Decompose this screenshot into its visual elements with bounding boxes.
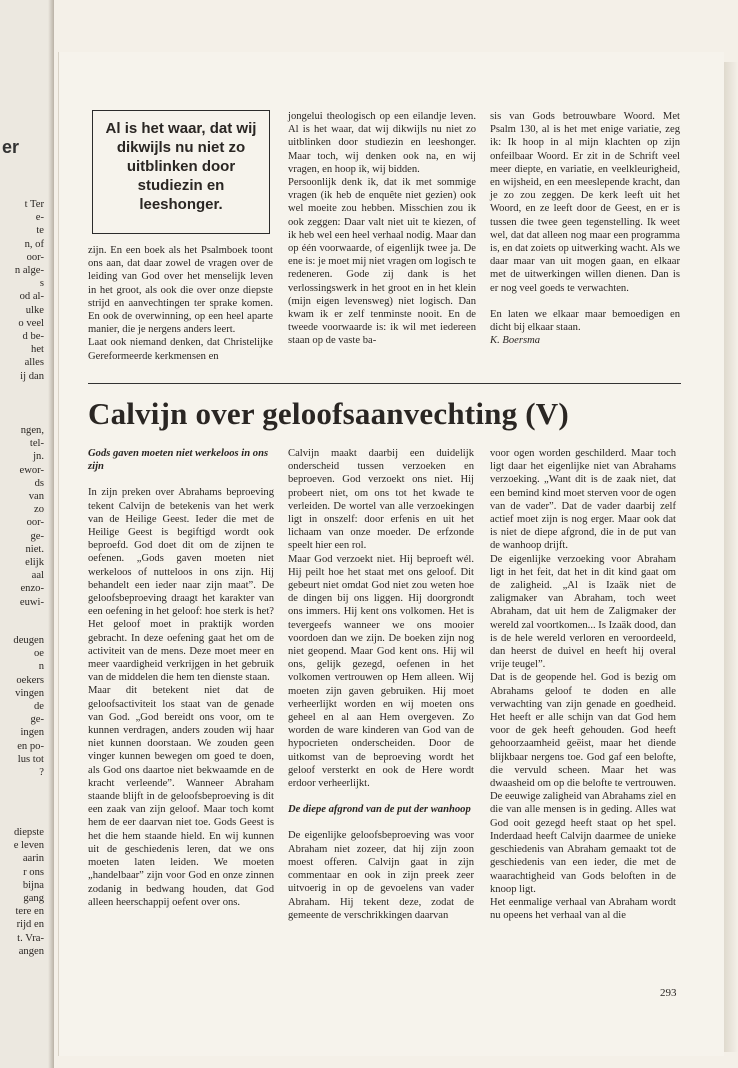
previous-page-line-fragment: van — [28, 491, 44, 502]
previous-page-line-fragment: aarin — [22, 853, 44, 865]
article-paragraph: voor ogen worden geschilderd. Maar toch ligt daar het eigenlijke niet van Abrahams verzoeking. „Want dit is de zaak niet, dat een bemind kind moet sterven voor de ogen van de vader”. Dat de vader daarbij zelf actief moet zijn is nog erger. Maar ook dat is niet de diepe afgrond, die in de put van de wanhoop drijft. — [490, 448, 676, 552]
page-number: 293 — [660, 987, 677, 999]
article-subhead: Gods gaven moeten niet werkeloos in ons zijn — [88, 448, 269, 473]
previous-page-line-fragment: ngen, — [20, 425, 44, 436]
previous-page-line-fragment: t Ter — [24, 199, 44, 210]
intro-paragraph: jongelui theologisch op een eilandje leven. Al is het waar, dat wij dikwijls nu niet zo uitblinken door studiezin en leeshonger. Maar toch, wij denken ook na, en wij vragen, en hoop ik, wij bidden. — [288, 111, 476, 175]
previous-page-line-fragment: het — [31, 344, 44, 356]
previous-page-line-fragment: o veel — [18, 317, 44, 329]
intro-column-2 — [288, 110, 476, 348]
previous-page-line-fragment: zo — [34, 504, 44, 516]
previous-page-line-fragment: e- — [35, 212, 44, 224]
previous-page-line-fragment: tere en — [15, 906, 44, 918]
previous-page-line-fragment: euwi- — [19, 596, 44, 608]
previous-page-line-fragment: te — [36, 225, 44, 237]
page-gutter-shadow — [48, 0, 54, 1068]
section-divider — [88, 383, 681, 384]
article-paragraph: Het eenmalige verhaal van Abraham wordt nu opeens het verhaal van al die — [490, 896, 676, 922]
previous-page-line-fragment: diepste — [13, 827, 44, 838]
previous-page-line-fragment: od al- — [19, 291, 44, 303]
article-paragraph: De eigenlijke verzoeking voor Abraham ligt in het feit, dat het in dit kind gaat om de zaligheid. „Al is Izaäk niet de zaligmaker van Abraham, toch weet Abraham, dat uit hem de Zaligmaker der wereld zal voortkomen... Is Izaäk dood, dan is de hele wereld verloren en veroordeeld, dan heerst de duivel en heeft hij overal vrije teugel”. — [490, 553, 676, 671]
previous-page-line-fragment: deugen — [13, 635, 44, 646]
previous-page-line-fragment: oe — [34, 648, 44, 660]
previous-page-line-fragment: niet. — [25, 543, 44, 555]
author-signature: K. Boersma — [490, 335, 541, 347]
previous-page-line-fragment: oor- — [26, 251, 44, 263]
previous-page-line-fragment: enzo- — [20, 583, 44, 595]
previous-page-line-fragment: ingen — [20, 727, 44, 739]
intro-paragraph: Laat ook niemand denken, dat Christelijke Gereformeerde kerkmensen en — [88, 337, 273, 362]
intro-paragraph: zijn. En een boek als het Psalmboek toont ons aan, dat daar zowel de vragen over de leiding van God over het menselijk leven in het groot, als ook die over onze diepste strijd en aanvechtingen ter sprake komen. En ook de overwinning, op een heel aparte manier, die je nergens anders leert. — [88, 245, 273, 336]
article-column-1 — [88, 447, 274, 909]
previous-page-heading-fragment: er — [2, 137, 20, 157]
previous-page-line-fragment: jn. — [33, 451, 44, 463]
previous-page-line-fragment: gang — [23, 893, 44, 904]
previous-page-line-fragment: lus tot — [17, 753, 44, 765]
previous-page-line-fragment: vingen — [15, 687, 44, 699]
article-paragraph: Maar God verzoekt niet. Hij beproeft wél. Hij peilt hoe het staat met ons geloof. Dit gebeurt niet omdat God niet zou weten hoe de dingen bij ons liggen. Hij doorgrondt ons immers. Hij kent ons volkomen. Het is tevergeefs wanneer we ons mooier voordoen dan we zijn. De boeken zijn nog niet geopend. Maar God kent ons. Hij wil ons, gelijk gezegd, oefenen in het volkomen vertrouwen op Hem alleen. Wij moeten zijn gaven gebruiken. Hij moet verheerlijkt worden en wij moeten ons geheel en al aan Hem overgeven. Zo worden de ware kinderen van God van de hypocrieten onderscheiden. Door de uitkomst van de beproeving wordt het geloof versterkt en ook de Here wordt erdoor verheerlijkt. — [288, 553, 474, 790]
previous-page-line-fragment: oor- — [26, 517, 44, 529]
previous-page-line-fragment: alles — [24, 357, 44, 369]
previous-page-line-fragment: e leven — [13, 840, 44, 852]
intro-paragraph: En laten we elkaar maar bemoedigen en dicht bij elkaar staan. — [490, 308, 680, 334]
article-paragraph: In zijn preken over Abrahams beproeving tekent Calvijn de betekenis van het werk van de Heilige Geest. Ieder die met de Heilige Geest is begiftigd wordt ook beproefd. God doet dit om de zijnen te oefenen. „Gods gaven moeten niet werkeloos of nutteloos in ons zijn. Hij behandelt een ieder naar zijn maat”. De geloofsbeproeving draagt het karakter van een oefening in het geloof: hoe sterk is het? Het geloof moet in praktijk worden gebracht. In deze oefening gaat het om de activiteit van de mens. Deze moet meer en meer vaardigheid verkrijgen in het gebruik van de middelen die hem ten dienste staan. — [88, 487, 274, 684]
previous-page-line-fragment: angen — [18, 945, 44, 957]
article-paragraph: De eigenlijke geloofsbeproeving was voor Abraham niet zozeer, dat hij zijn zoon moest offeren. Calvijn gaat in zijn commentaar en ook in zijn preek zeer uitvoerig in op de gevoelens van vader Abraham. Hij tekent deze, zodat de gemeente de verschrikkingen daarvan — [288, 830, 474, 921]
intro-paragraph: sis van Gods betrouwbare Woord. Met Psalm 130, al is het met enige variatie, zeg ik: Ik hoop in al mijn klachten op zijn onfeilbaar Woord. Er zit in de Schrift veel meer diepte, en variatie, en veelkleurigheid, en wijsheid, en een meeslepende kracht, dan je zo zou zeggen. De kerk leeft uit het Woord, en ze leeft door de Geest, en er is tussen die twee geen tegenstelling. Ik weet wel, dat dat alleen nog maar een programma is, en dat zoiets op uitwerking wacht. Als we daar maar van uit mogen gaan, en elkaar met de uitwerkingen willen dienen. Dan is er nog veel goeds te verwachten. — [490, 111, 680, 294]
previous-page-line-fragment: r ons — [23, 866, 44, 878]
article-paragraph: Maar dit betekent niet dat de geloofsactiviteit los staat van de genade van God. „God bereidt ons voor, om te kunnen verdragen, anders zouden wij haar niet kunnen doorstaan. We zouden geen vinger kunnen bewegen om goed te doen, als God ons daartoe niet bekwaamde en de kracht verleende”. Wanneer Abraham staande blijft in de geloofsbeproeving is dit een zaak van zijn geloof. Maar toch komt hem de eer daarvan niet toe. Gods Geest is het die hem staande hield. En wij kunnen uit de geschiedenis leren, dat we ons moeten laten leiden. We moeten „handelbaar” zijn voor God en onze zinnen zodanig in bedwang houden, dat God alleen heerschappij oefent over ons. — [88, 685, 274, 908]
article-paragraph: Dat is de geopende hel. God is bezig om Abrahams geloof te doden en alle verwachting van zijn genade en goedheid. Het heeft er alle schijn van dat God hem voor de gek heeft gehouden. God heeft gehoorzaamheid geëist, maar het diende blijkbaar nergens toe. God gaf een belofte, die vervuld scheen. Maar het was dwaasheid om op die belofte te vertrouwen. De eeuwige zaligheid van Abrahams ziel en die van alle mensen is in geding. Alles wat God ooit gezegd heeft staat op het spel. Inderdaad heeft Calvijn daarmee de unieke geschiedenis van Abraham gemaakt tot de geschiedenis van een ieder, die met de waarachtigheid van Gods beloften in de knoop ligt. — [490, 672, 676, 895]
previous-page-line-fragment: de — [34, 701, 44, 712]
article-column-2 — [288, 447, 474, 922]
previous-page-line-fragment: rijd en — [16, 919, 44, 931]
previous-page-line-fragment: aal — [31, 570, 44, 582]
previous-page-line-fragment: s — [39, 278, 44, 290]
previous-page-line-fragment: n alge- — [14, 265, 44, 276]
previous-page-line-fragment: n — [38, 661, 44, 673]
intro-column-1 — [88, 244, 273, 363]
previous-page-line-fragment: t. Vra- — [17, 932, 44, 944]
page-edge — [722, 62, 738, 1052]
previous-page-line-fragment: ewor- — [19, 464, 44, 476]
previous-page-line-fragment: en po- — [17, 740, 44, 752]
article-title: Calvijn over geloofsaanvechting (V) — [88, 396, 569, 431]
previous-page-line-fragment: bijna — [22, 879, 44, 891]
previous-page-line-fragment: ge- — [30, 530, 44, 542]
previous-page-line-fragment: tel- — [29, 438, 44, 450]
previous-page-line-fragment: ds — [34, 477, 44, 489]
article-subhead: De diepe afgrond van de put der wanhoop — [288, 804, 471, 816]
previous-page-line-fragment: ij dan — [20, 370, 44, 382]
previous-page-line-fragment: oekers — [16, 674, 44, 686]
article-column-3 — [490, 447, 676, 922]
previous-page-line-fragment: elijk — [25, 557, 44, 568]
previous-page-line-fragment: n, of — [24, 238, 44, 250]
pull-quote: Al is het waar, dat wij dikwijls nu niet zo uitblinken door studiezin en leeshonger. — [92, 110, 270, 234]
previous-page-line-fragment: d be- — [22, 331, 44, 342]
intro-paragraph: Persoonlijk denk ik, dat ik met sommige vragen (ik heb de enquête niet gezien) ook wel moeite zou hebben. Misschien zou ik ook zeggen: Daar valt niet uit te kiezen, of ik heb wel een heel verhaal nodig. Maar dan op één voorwaarde, of eigenlijk twee ja. De ene is: je moet mij niet vragen om logisch te redeneren. Gode zij dank is het verlossingswerk in het groot en in het klein (mijn eigen levensweg) niet logisch. Dan kwam ik er zelf tenminste nooit. En de tweede voorwaarde is: ik wil met iedereen staan op de vaste ba- — [288, 177, 476, 347]
previous-page-line-fragment: ulke — [25, 304, 44, 316]
previous-page-line-fragment: ? — [39, 767, 44, 778]
previous-page-line-fragment: ge- — [30, 714, 44, 726]
intro-column-3 — [490, 110, 680, 347]
article-paragraph: Calvijn maakt daarbij een duidelijk onderscheid tussen verzoeken en beproeven. God verzoekt ons niet. Hij probeert niet, om ons tot het kwade te verleiden. De wortel van alle verzoekingen ligt in onszelf: door erfenis en uit het lichaam van onze moeder. De erfzonde speelt hier een rol. — [288, 448, 474, 552]
previous-page — [0, 0, 54, 1068]
